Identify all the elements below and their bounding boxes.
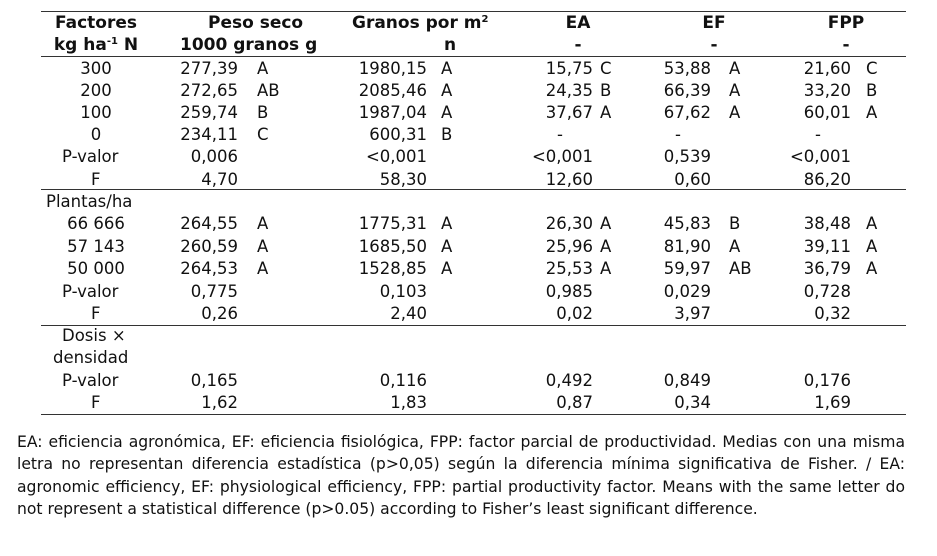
header-bottom-rule (41, 56, 906, 57)
cell-g-value: 0,116 (379, 371, 427, 390)
header-ea (556, 12, 600, 56)
cell-g-letter: A (441, 59, 453, 78)
row-label: 66 666 (67, 214, 125, 233)
cell-fpp-letter: A (866, 237, 878, 256)
cell-ef-value: 0,849 (663, 371, 711, 390)
header-factors-line1: Factores (54, 13, 137, 33)
cell-g-value: 58,30 (379, 170, 427, 189)
cell-ef-value: 0,60 (674, 170, 711, 189)
cell-g-value: 1980,15 (358, 59, 427, 78)
cell-g-value: 1987,04 (358, 103, 427, 122)
cell-ea-letter: B (600, 81, 612, 100)
cell-w-letter: C (257, 125, 269, 144)
cell-g-letter: A (441, 214, 453, 233)
cell-w-value: 260,59 (180, 237, 238, 256)
cell-fpp-value: 1,69 (814, 393, 851, 412)
cell-ef-value: 67,62 (663, 103, 711, 122)
cell-g-value: 600,31 (369, 125, 427, 144)
cell-fpp-value: 21,60 (803, 59, 851, 78)
cell-ef-value: 66,39 (663, 81, 711, 100)
cell-ef-value: 0,029 (663, 282, 711, 301)
cell-ef-value: 53,88 (663, 59, 711, 78)
cell-w-value: 234,11 (180, 125, 238, 144)
cell-w-letter: AB (257, 81, 280, 100)
cell-ef-value: 45,83 (663, 214, 711, 233)
header-ef-line1: EF (702, 13, 726, 33)
cell-ef-letter: A (729, 81, 741, 100)
cell-fpp-letter: A (866, 214, 878, 233)
row-label: 200 (80, 81, 112, 100)
cell-ea-value: 25,53 (545, 259, 593, 278)
cell-ea-letter: A (600, 237, 612, 256)
cell-ea-value: 12,60 (545, 170, 593, 189)
cell-ea-value: 25,96 (545, 237, 593, 256)
cell-g-value: 1,83 (390, 393, 427, 412)
cell-ef-value: 59,97 (663, 259, 711, 278)
cell-ef-letter: A (729, 237, 741, 256)
row-label: densidad (53, 348, 129, 367)
header-grains-line2: n (444, 35, 457, 55)
row-label: F (91, 304, 101, 323)
cell-fpp-value: - (815, 125, 821, 144)
header-ef-line2: - (710, 35, 718, 55)
cell-w-value: 0,165 (190, 371, 238, 390)
cell-fpp-letter: A (866, 259, 878, 278)
cell-w-letter: A (257, 259, 269, 278)
cell-fpp-letter: A (866, 103, 878, 122)
section-rule-doses (41, 189, 906, 190)
cell-g-value: 1775,31 (358, 214, 427, 233)
row-label: 50 000 (67, 259, 125, 278)
cell-g-letter: A (441, 103, 453, 122)
cell-g-letter: A (441, 237, 453, 256)
cell-ea-value: - (557, 125, 563, 144)
cell-g-value: 1685,50 (358, 237, 427, 256)
cell-g-letter: A (441, 81, 453, 100)
header-grains-line1: Granos por $m^2$ (352, 13, 489, 33)
cell-ef-value: 3,97 (674, 304, 711, 323)
cell-ea-letter: A (600, 103, 612, 122)
cell-ef-value: - (675, 125, 681, 144)
cell-g-letter: B (441, 125, 453, 144)
cell-g-letter: A (441, 259, 453, 278)
cell-ea-value: 0,02 (556, 304, 593, 323)
header-ef (692, 12, 736, 56)
row-label: F (91, 170, 101, 189)
cell-w-value: 259,74 (180, 103, 238, 122)
cell-fpp-value: 39,11 (803, 237, 851, 256)
cell-ea-value: 0,87 (556, 393, 593, 412)
header-factors (41, 12, 151, 56)
cell-ef-letter: AB (729, 259, 752, 278)
cell-g-value: 1528,85 (358, 259, 427, 278)
cell-fpp-value: 0,728 (803, 282, 851, 301)
row-label: P-valor (62, 371, 119, 390)
row-label: 300 (80, 59, 112, 78)
cell-ea-letter: C (600, 59, 612, 78)
cell-ef-value: 81,90 (663, 237, 711, 256)
cell-g-value: 2,40 (390, 304, 427, 323)
cell-fpp-value: 36,79 (803, 259, 851, 278)
cell-fpp-value: <0,001 (789, 147, 851, 166)
table-footnote: EA: eficiencia agronómica, EF: eficiencia fisiológica, FPP: factor parcial de productividad. Medias con una misma letra no representan diferencia estadística (p>0,05) según la diferencia mínima significativa de Fisher. / EA: agronomic efficiency, EF: physiological efficiency, FPP: partial productivity factor. Means with the same letter do not represent a statistical difference (p>0.05) according to Fisher’s least significant difference. (17, 433, 905, 519)
cell-ef-value: 0,34 (674, 393, 711, 412)
cell-w-value: 264,55 (180, 214, 238, 233)
cell-w-value: 4,70 (201, 170, 238, 189)
header-ea-line1: EA (565, 13, 591, 33)
row-label: 0 (90, 125, 102, 144)
cell-g-value: 0,103 (379, 282, 427, 301)
cell-w-value: 0,775 (190, 282, 238, 301)
cell-ef-letter: A (729, 103, 741, 122)
cell-fpp-letter: C (866, 59, 878, 78)
cell-ea-value: 37,67 (545, 103, 593, 122)
cell-w-letter: B (257, 103, 269, 122)
cell-fpp-value: 0,176 (803, 371, 851, 390)
cell-w-letter: A (257, 59, 269, 78)
header-weight (176, 12, 346, 56)
cell-w-value: 0,26 (201, 304, 238, 323)
header-ea-line2: - (574, 35, 582, 55)
cell-g-value: 2085,46 (358, 81, 427, 100)
row-label: P-valor (62, 147, 119, 166)
table-bottom-rule (41, 414, 906, 415)
cell-w-value: 0,006 (190, 147, 238, 166)
cell-fpp-value: 0,32 (814, 304, 851, 323)
cell-fpp-value: 60,01 (803, 103, 851, 122)
cell-ef-letter: B (729, 214, 741, 233)
cell-ea-value: 24,35 (545, 81, 593, 100)
cell-w-letter: A (257, 237, 269, 256)
cell-fpp-value: 86,20 (803, 170, 851, 189)
row-label: F (91, 393, 101, 412)
cell-fpp-letter: B (866, 81, 878, 100)
header-weight-line1: Peso seco (208, 13, 304, 33)
section-rule-density (41, 325, 906, 326)
cell-w-value: 1,62 (201, 393, 238, 412)
header-factors-line2: kg $ha^{-1}$ N (53, 35, 139, 55)
cell-ea-value: <0,001 (531, 147, 593, 166)
cell-w-value: 277,39 (180, 59, 238, 78)
row-label: P-valor (62, 282, 119, 301)
cell-w-value: 272,65 (180, 81, 238, 100)
cell-w-letter: A (257, 214, 269, 233)
cell-ea-value: 15,75 (545, 59, 593, 78)
cell-fpp-value: 33,20 (803, 81, 851, 100)
header-fpp-line1: FPP (827, 13, 865, 33)
cell-w-value: 264,53 (180, 259, 238, 278)
header-grains (352, 12, 512, 56)
cell-ef-letter: A (729, 59, 741, 78)
cell-ea-value: 26,30 (545, 214, 593, 233)
cell-fpp-value: 38,48 (803, 214, 851, 233)
header-fpp-line2: - (842, 35, 850, 55)
cell-g-value: <0,001 (365, 147, 427, 166)
row-label: 100 (80, 103, 112, 122)
header-fpp (820, 12, 872, 56)
header-weight-line2: 1000 granos g (180, 35, 318, 55)
cell-ef-value: 0,539 (663, 147, 711, 166)
row-label: 57 143 (67, 237, 125, 256)
cell-ea-letter: A (600, 259, 612, 278)
cell-ea-value: 0,985 (545, 282, 593, 301)
cell-ea-letter: A (600, 214, 612, 233)
row-label: Dosis × (62, 326, 126, 345)
cell-ea-value: 0,492 (545, 371, 593, 390)
row-label: Plantas/ha (46, 192, 133, 211)
